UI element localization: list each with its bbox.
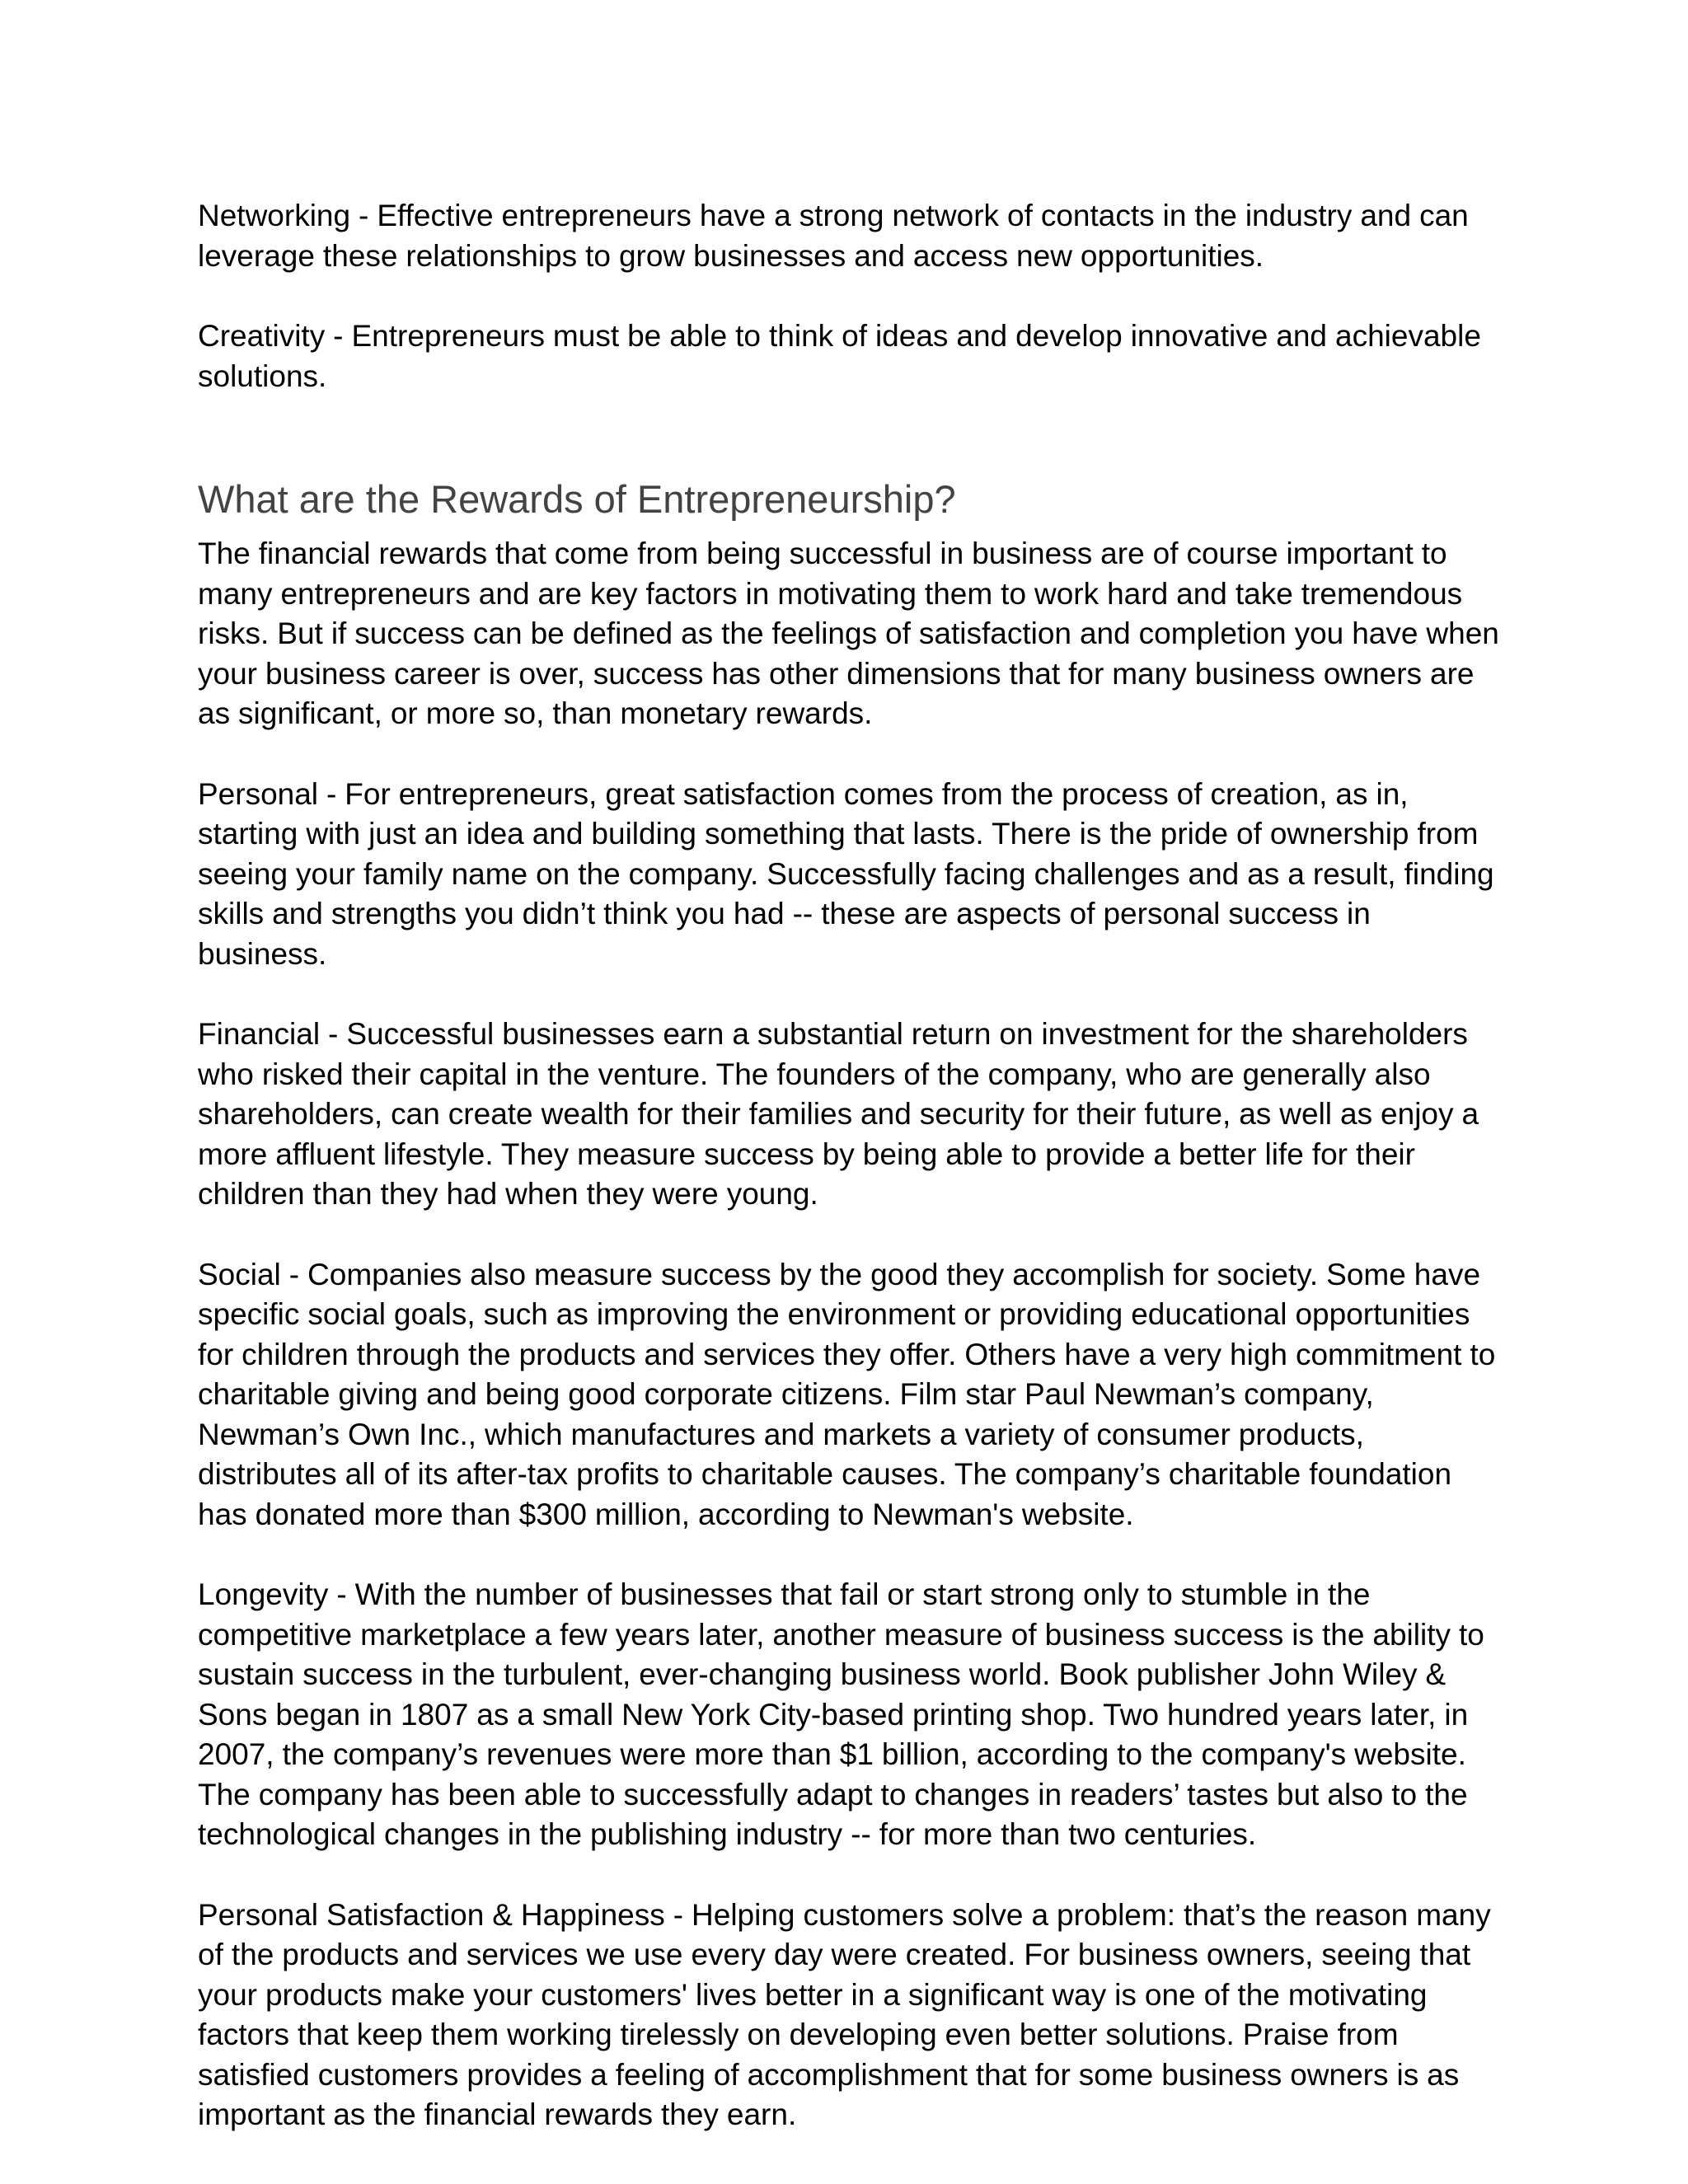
paragraph-creativity: Creativity - Entrepreneurs must be able to think of ideas and develop innovative and achievable solutions.	[198, 319, 1481, 393]
paragraph-networking: Networking - Effective entrepreneurs have a strong network of contacts in the industry and can leverage these relationships to grow businesses and access new opportunities.	[198, 199, 1469, 273]
paragraph-personal: Personal - For entrepreneurs, great satisfaction comes from the process of creation, as in, starting with just an idea and building something that lasts. There is the pride of ownership from seeing your family name on the company. Successfully facing challenges and as a result, finding skills and strengths you didn’t think you had -- these are aspects of personal success in business.	[198, 776, 1494, 971]
paragraph-personal-satisfaction: Personal Satisfaction & Happiness - Helping customers solve a problem: that’s the reason many of the products and services we use every day were created. For business owners, seeing that your products make your customers' lives better in a significant way is one of the motivating factors that keep them working tirelessly on developing even better solutions. Praise from satisfied customers provides a feeling of accomplishment that for some business owners is as important as the financial rewards they earn.	[198, 1897, 1491, 2131]
paragraph-longevity: Longevity - With the number of businesses that fail or start strong only to stumble in the competitive marketplace a few years later, another measure of business success is the ability to sustain success in the turbulent, ever-changing business world. Book publisher John Wiley & Sons began in 1807 as a small New York City-based printing shop. Two hundred years later, in 2007, the company’s revenues were more than $1 billion, according to the company's website. The company has been able to successfully adapt to changes in readers’ tastes but also to the technological changes in the publishing industry -- for more than two centuries.	[198, 1577, 1484, 1851]
document-page	[198, 196, 1500, 2135]
paragraph-financial-rewards-intro: The financial rewards that come from being successful in business are of course important to many entrepreneurs and are key factors in motivating them to work hard and take tremendous risks. But if success can be defined as the feelings of satisfaction and completion you have when your business career is over, success has other dimensions that for many business owners are as significant, or more so, than monetary rewards.	[198, 537, 1499, 730]
paragraph-financial: Financial - Successful businesses earn a substantial return on investment for the shareholders who risked their capital in the venture. The founders of the company, who are generally also shareholders, can create wealth for their families and security for their future, as well as enjoy a more affluent lifestyle. They measure success by being able to provide a better life for their children than they had when they were young.	[198, 1017, 1479, 1211]
paragraph-social: Social - Companies also measure success by the good they accomplish for society. Some have specific social goals, such as improving the environment or providing educational opportunities for children through the products and services they offer. Others have a very high commitment to charitable giving and being good corporate citizens. Film star Paul Newman’s company, Newman’s Own Inc., which manufactures and markets a variety of consumer products, distributes all of its after-tax profits to charitable causes. The company’s charitable foundation has donated more than $300 million, according to Newman's website.	[198, 1257, 1496, 1531]
section-heading-rewards: What are the Rewards of Entrepreneurship?	[198, 477, 956, 521]
